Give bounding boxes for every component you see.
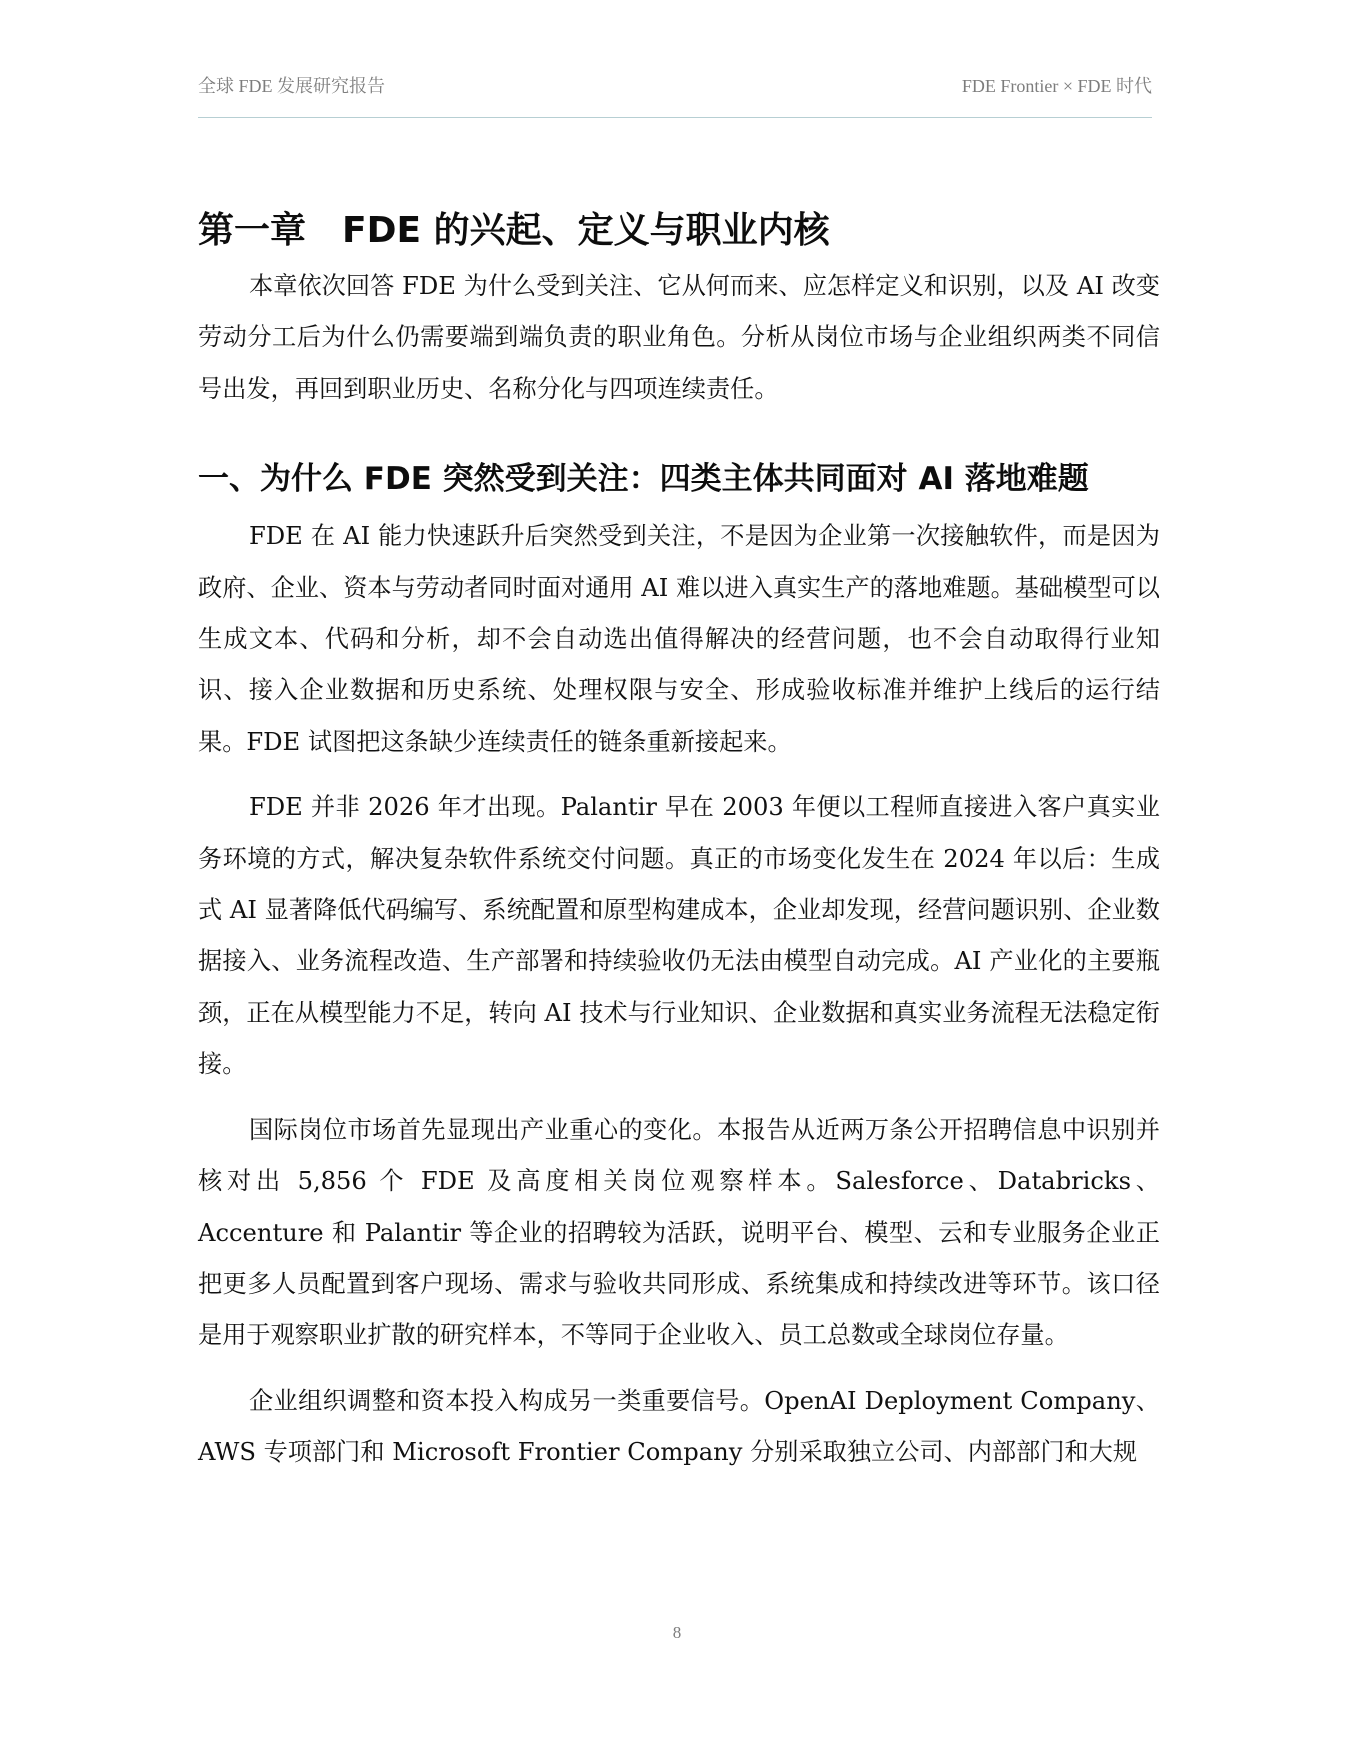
page-body (198, 203, 1160, 1479)
chapter-intro-paragraph: 本章依次回答 FDE 为什么受到关注、它从何而来、应怎样定义和识别，以及 AI 改变劳动分工后为什么仍需要端到端负责的职业角色。分析从岗位市场与企业组织两类不同信号出发，再回到职业历史、名称分化与四项连续责任。 (198, 272, 1160, 403)
body-paragraph: FDE 在 AI 能力快速跃升后突然受到关注，不是因为企业第一次接触软件，而是因为政府、企业、资本与劳动者同时面对通用 AI 难以进入真实生产的落地难题。基础模型可以生成文本、代码和分析，却不会自动选出值得解决的经营问题，也不会自动取得行业知识、接入企业数据和历史系统、处理权限与安全、形成验收标准并维护上线后的运行结果。FDE 试图把这条缺少连续责任的链条重新接起来。 (198, 522, 1160, 756)
publisher-header: FDE Frontier × FDE 时代 (961, 76, 1152, 96)
report-title-header: 全球 FDE 发展研究报告 (198, 76, 386, 96)
chapter-title: 第一章 FDE 的兴起、定义与职业内核 (198, 210, 830, 251)
body-paragraph: 企业组织调整和资本投入构成另一类重要信号。OpenAI Deployment Company、AWS 专项部门和 Microsoft Frontier Company 分别采取独立公司、内部部门和大规 (198, 1386, 1160, 1467)
body-paragraph: FDE 并非 2026 年才出现。Palantir 早在 2003 年便以工程师直接进入客户真实业务环境的方式，解决复杂软件系统交付问题。真正的市场变化发生在 2024 年以后：生成式 AI 显著降低代码编写、系统配置和原型构建成本，企业却发现，经营问题识别、企业数据接入、业务流程改造、生产部署和持续验收仍无法由模型自动完成。AI 产业化的主要瓶颈，正在从模型能力不足，转向 AI 技术与行业知识、企业数据和真实业务流程无法稳定衔接。 (198, 793, 1160, 1079)
page-number: 8 (672, 1623, 682, 1642)
running-header (198, 66, 1152, 118)
body-paragraph: 国际岗位市场首先显现出产业重心的变化。本报告从近两万条公开招聘信息中识别并核对出 5,856 个 FDE 及高度相关岗位观察样本。Salesforce、Databricks、Accenture 和 Palantir 等企业的招聘较为活跃，说明平台、模型、云和专业服务企业正把更多人员配置到客户现场、需求与验收共同形成、系统集成和持续改进等环节。该口径是用于观察职业扩散的研究样本，不等同于企业收入、员工总数或全球岗位存量。 (198, 1115, 1160, 1350)
section-title: 一、为什么 FDE 突然受到关注：四类主体共同面对 AI 落地难题 (198, 461, 1089, 498)
